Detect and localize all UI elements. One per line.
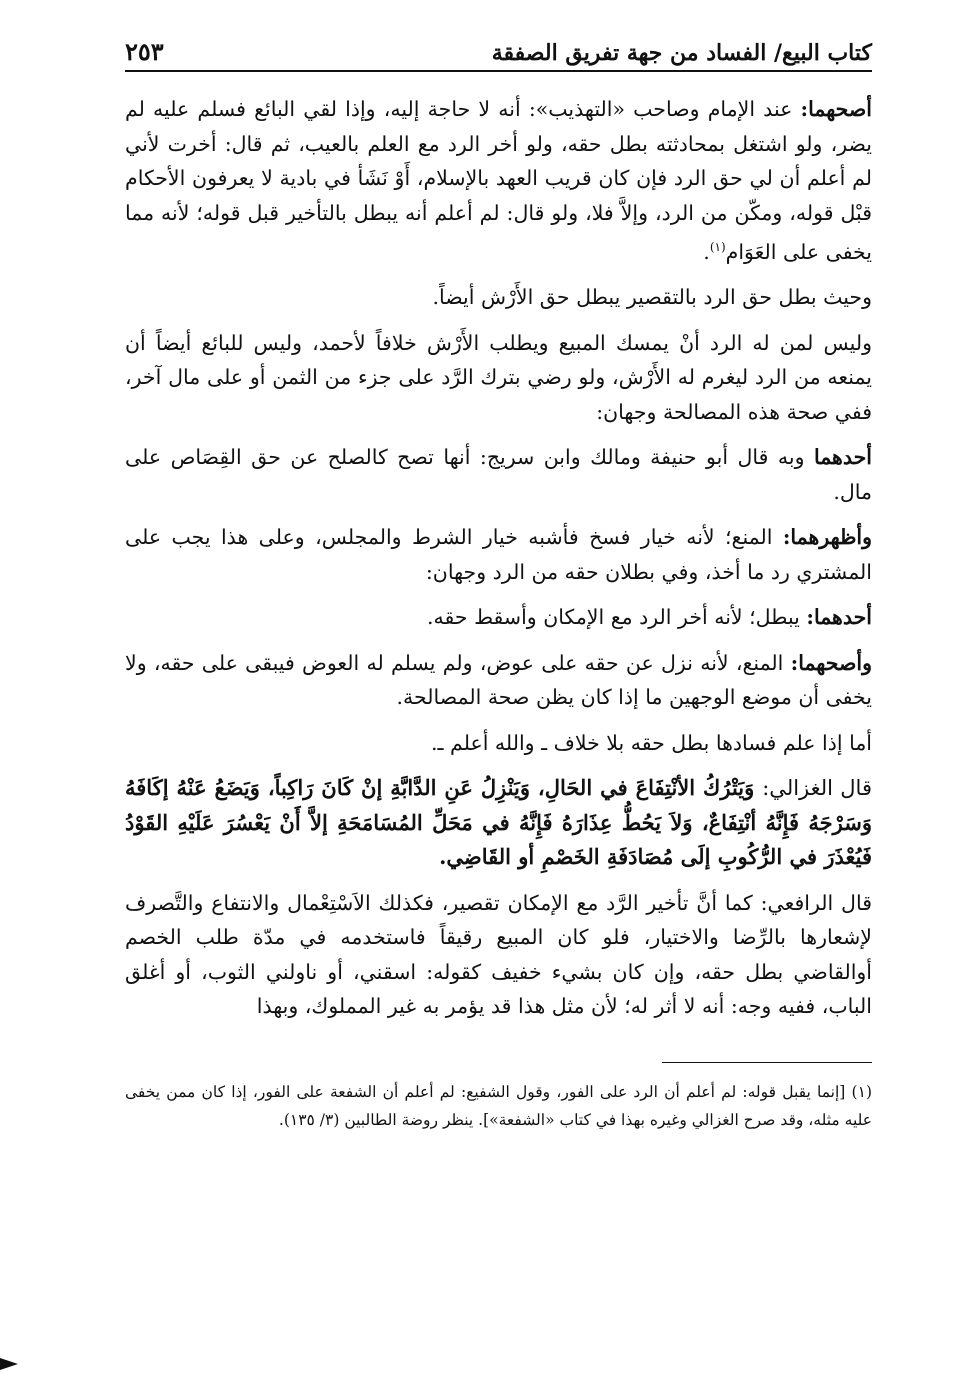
- ghazali-lead: قال الغزالي:: [762, 776, 872, 801]
- footnote: [125, 1078, 872, 1134]
- paragraph-lead: أحدهما: [813, 445, 872, 470]
- main-text: [125, 92, 872, 1024]
- paragraph: [125, 280, 872, 315]
- paragraph-lead: أحدهما:: [806, 605, 872, 630]
- book-page: [125, 30, 872, 1350]
- paragraph: [125, 600, 872, 635]
- page-number: ٢٥٣: [125, 37, 164, 66]
- paragraph: [125, 326, 872, 430]
- paragraph: [125, 92, 872, 269]
- footnote-text: [إنما يقبل قوله: لم أعلم أن الرد على الفور، وقول الشفيع: لم أعلم أن الشفعة على الفور، إذا كان ممن يخفى عليه مثله، وقد صرح الغزالي وغيره بهذا في كتاب «الشفعة»]. ينظر روضة الطالبين (٣/ ١٣٥).: [125, 1083, 872, 1130]
- rafii-text: قال الرافعي: كما أنَّ تأخير الرَّد مع الإمكان تقصير، فكذلك الاَسْتِعْمال والانتفاع والتَّصرف لإشعارها بالرِّضا والاختيار، فلو كان المبيع رقيقاً فاستخدمه في مدّة طلب الخصم أوالقاضي بطل حقه، وإن كان بشيء خفيف كقوله: اسقني، أو ناولني الثوب، أو أغلق الباب، ففيه وجه: أنه لا أثر له؛ لأن مثل هذا قد يؤمر به غير المملوك، وبهذا: [125, 890, 872, 1019]
- chapter-title: كتاب البيع/ الفساد من جهة تفريق الصفقة: [491, 40, 872, 66]
- paragraph: [125, 726, 872, 761]
- footnote-divider: [662, 1062, 872, 1063]
- paragraph-text: المنع، لأنه نزل عن حقه على عوض، ولم يسلم له العوض فيبقى على حقه، ولا يخفى أن موضع الوجهين ما إذا كان يظن صحة المصالحة.: [125, 650, 872, 710]
- footnote-number: (١): [851, 1083, 872, 1102]
- paragraph-text: المنع؛ لأنه خيار فسخ فأشبه خيار الشرط والمجلس، وعلى هذا يجب على المشتري رد ما أخذ، وفي بطلان حقه من الرد وجهان:: [125, 525, 872, 584]
- paragraph-lead: وأظهرهما:: [782, 525, 872, 550]
- paragraph-text: وحيث بطل حق الرد بالتقصير يبطل حق الأَرْش أيضاً.: [432, 285, 872, 310]
- paragraph-lead: أصحهما:: [800, 97, 872, 121]
- paragraph: [125, 646, 872, 715]
- running-header: [125, 30, 872, 72]
- paragraph-lead: وأصحهما:: [790, 650, 872, 675]
- paragraph-text: أما إذا علم فسادها بطل حقه بلا خلاف ـ والله أعلم ـ.: [431, 730, 872, 755]
- paragraph-text: عند الإمام وصاحب «التهذيب»: أنه لا حاجة إليه، وإذا لقي البائع فسلم عليه لم يضر، ولو اشتغل بمحادثته بطل حقه، ولو أخر الرد مع العلم بالعيب، ثم قال: أخرت لأني لم أعلم أن لي حق الرد فإن كان قريب العهد بالإسلام، أَوْ نَشَأ في بادية لا يعرفون الأحكام قبْل قوله، ومكّن من الرد، وإلاَّ فلا، ولو قال: لم أعلم أنه يبطل بالتأخير قبل قوله؛ لأنه مما يخفى على العَوَام: [125, 97, 872, 264]
- ghazali-text: وَيَتْرُكُ الأنْتِفَاعَ في الحَالِ، وَيَنْزِلُ عَنِ الدَّابَّةِ إنْ كَانَ رَاكِباً، وَيَضَعُ عَنْهُ إكَافَهُ وَسَرْجَهُ فَإِنَّهُ أنْتِفَاعٌ، وَلاَ يَحُطُّ عِذَارَهُ فَإِنَّهُ في مَحَلِّ المُسَامَحَةِ إلاَّ أَنْ يَعْسُرَ عَلَيْهِ القَوْدُ فَيُعْذَرَ في الرُّكُوبِ إلَى مُصَادَفَةِ الخَصْمِ أو القَاضِي.: [125, 775, 872, 870]
- paragraph-text: وبه قال أبو حنيفة ومالك وابن سريج: أنها تصح كالصلح عن حق القِصَاص على مال.: [125, 445, 872, 504]
- rafii-commentary: [125, 886, 872, 1024]
- paragraph-tail: .: [703, 239, 710, 264]
- paragraph-text: وليس لمن له الرد أنْ يمسك المبيع ويطلب الأَرْش خلافاً لأحمد، وليس للبائع أيضاً أن يمنعه من الرد ليغرم له الأَرْش، ولو رضي بترك الرَّد على جزء من الثمن أو على مال آخر، ففي صحة هذه المصالحة وجهان:: [125, 330, 872, 424]
- paragraph-text: يبطل؛ لأنه أخر الرد مع الإمكان وأسقط حقه.: [427, 605, 807, 630]
- paragraph: [125, 520, 872, 589]
- ghazali-quote: [125, 771, 872, 875]
- paragraph: [125, 440, 872, 509]
- scan-edge-mark: [0, 1358, 18, 1370]
- footnote-ref[interactable]: (١): [709, 240, 726, 254]
